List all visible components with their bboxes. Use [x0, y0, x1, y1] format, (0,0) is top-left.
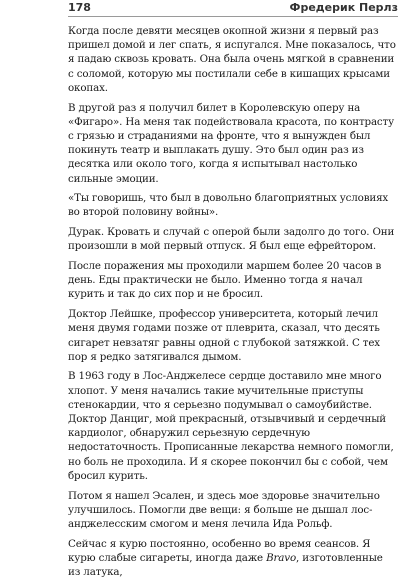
paragraph: «Ты говоришь, что был в довольно благоприятных условиях во второй половину войны». — [68, 192, 389, 219]
paragraph: В 1963 году в Лос-Анджелесе сердце доставило мне много хлопот. У меня начались такие мучительные приступы стенокардии, что я серьезно подумывал о самоубийстве. Доктор Данциг, мой прекрасный, отзывчивый и сердечный кардиолог, обнаружил серьезную сердечную недостаточность. Прописанные лекарства немного помогли, но боль не проходила. И я скорее покончил бы с собой, чем бросил курить. — [68, 370, 394, 482]
paragraph: После поражения мы проходили маршем более 20 часов в день. Еды практически не было. Именно тогда я начал курить и так до сих пор и не бросил. — [68, 260, 382, 301]
paragraph-last — [68, 537, 398, 580]
body-text — [68, 24, 398, 585]
brand-name: Bravo — [266, 551, 297, 564]
paragraph: В другой раз я получил билет в Королевскую оперу на «Фигаро». На меня так подействовала красота, по контрасту с грязью и страданиями на фронте, что я вынужден был покинуть театр и выплакать душу. Это был один раз из десятка или около того, когда я испытывал настолько сильные эмоции. — [68, 101, 395, 185]
paragraph: Когда после девяти месяцев окопной жизни я первый раз пришел домой и лег спать, я испугался. Мне показалось, что я падаю сквозь кровать. Она была очень мягкой в сравнении с соломой, которую мы постилали себе в кишащих крысами окопах. — [68, 25, 396, 94]
running-header — [68, 1, 398, 17]
book-author: Фредерик Перлз — [289, 1, 398, 14]
paragraph: Потом я нашел Эсален, и здесь мое здоровье значительно улучшилось. Помогли две вещи: я больше не дышал лос-анджелесским смогом и меня лечила Ида Рольф. — [68, 489, 380, 530]
paragraph-text: Сейчас я курю постоянно, особенно во время сеансов. Я курю слабые сигареты, иногда даже — [68, 537, 371, 564]
paragraph-text: , изготовленные из латука, — [68, 551, 383, 579]
page-number: 178 — [68, 1, 91, 14]
paragraph: Доктор Лейшке, профессор университета, который лечил меня двумя годами позже от плеврита, сказал, что десять сигарет невзатяг равны одной с глубокой затяжкой. С тех пор я редко затягивался дымом. — [68, 308, 380, 363]
paragraph: Дурак. Кровать и случай с оперой были задолго до того. Они произошли в мой первый отпуск. Я был еще ефрейтором. — [68, 226, 395, 253]
